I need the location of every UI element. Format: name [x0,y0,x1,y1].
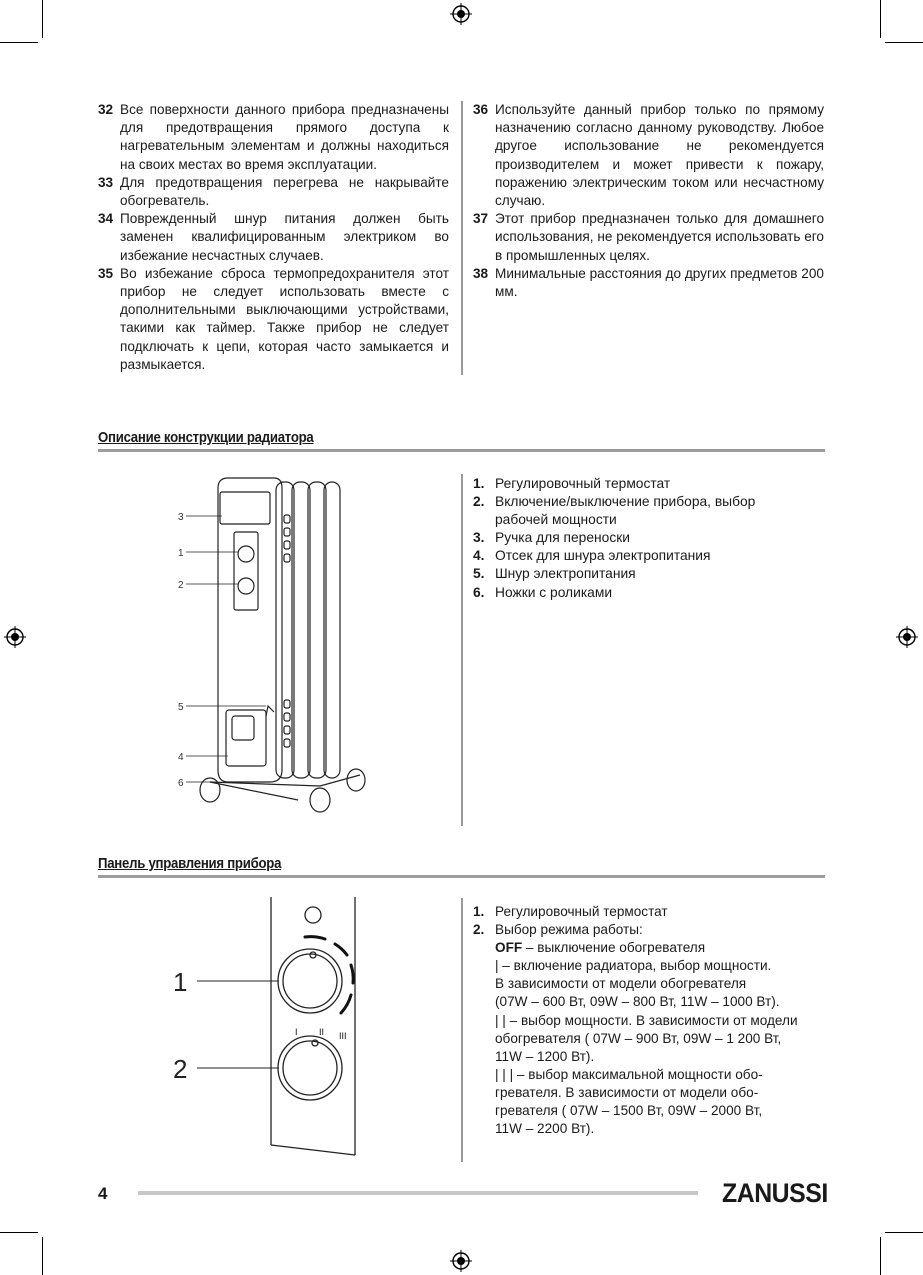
parts-list [473,475,803,602]
page-number: 4 [98,1184,108,1203]
list-item: 1. Регулировочный термостат [473,476,671,491]
callout-label: 3 [178,512,184,523]
crop-mark [880,1237,881,1275]
power-mark: III [339,1031,347,1041]
mode-line: | | | – выбор максимальной мощности обо- [495,1066,763,1082]
safety-list-right [473,101,824,301]
safety-item: 35 Во избежание сброса термопредохранителя этот прибор не следует использовать вместе с дополнительными выключающими устройствами, такими как таймер. Также прибор не следует подключать к цепи, которая часто замыкается и размыкается. [98,265,449,372]
crop-mark [42,1237,43,1275]
mode-line: обогревателя ( 07W – 900 Вт, 09W – 1 200 Вт, [495,1030,782,1046]
mode-off-line: OFF – выключение обогревателя [495,940,706,956]
section-rule [98,875,825,878]
callout-label: 2 [173,1054,188,1084]
safety-list-left [98,101,449,374]
callout-label: 2 [178,580,184,591]
safety-item: 34 Поврежденный шнур питания должен быть заменен квалифицированным электриком во избежание несчастных случаев. [98,211,449,263]
registration-mark-icon [4,626,26,648]
section-title-construction: Описание конструкции радиатора [98,429,314,446]
mode-line: | | – выбор мощности. В зависимости от модели [495,1012,798,1028]
registration-mark-icon [896,626,918,648]
column-divider [461,101,463,375]
callout-label: 5 [178,702,184,713]
crop-mark [880,0,881,38]
radiator-diagram [170,470,400,830]
section-title-control-panel: Панель управления прибора [98,855,282,872]
safety-item: 32 Все поверхности данного прибора предназначены для предотвращения прямого доступа к нагревательным элементам и должны находиться на своих местах во время эксплуатации. [98,102,449,172]
list-item: 5. Шнур электропитания [473,566,636,582]
crop-mark [0,1232,38,1233]
mode-line: гревателя ( 07W – 1500 Вт, 09W – 2000 Вт, [495,1103,763,1119]
section-rule [98,449,825,452]
control-description [473,903,833,1138]
mode-line: (07W – 600 Вт, 09W – 800 Вт, 11W – 1000 Вт). [495,994,780,1010]
list-item: 1. Регулировочный термостат [473,904,668,919]
mode-line: В зависимости от модели обогревателя [495,976,747,992]
callout-label: 1 [178,548,184,559]
registration-mark-icon [450,3,472,25]
mode-line: гревателя. В зависимости от модели обо- [495,1084,759,1100]
column-divider [461,898,463,1162]
list-item: 6. Ножки с роликами [473,584,613,600]
mode-line: 11W – 1200 Вт). [495,1048,595,1064]
safety-item: 37 Этот прибор предназначен только для домашнего использования, не рекомендуется использовать его в промышленных целях. [473,211,824,263]
mode-line: | – включение радиатора, выбор мощности. [495,958,772,974]
list-item: 4. Отсек для шнура электропитания [473,548,711,564]
safety-item: 36 Используйте данный прибор только по прямому назначению согласно данному руководству. Любое другое использование не рекомендуется производителем и может привести к пожару, поражению электрическим током или несчастному случаю. [473,102,824,209]
column-divider [461,474,463,826]
crop-mark [885,1232,923,1233]
crop-mark [42,0,43,38]
footer-rule [138,1191,698,1195]
safety-item: 38 Минимальные расстояния до других предметов 200 мм. [473,265,824,300]
callout-label: 4 [178,752,184,763]
list-item: 3. Ручка для переноски [473,530,630,546]
power-mark: II [319,1027,325,1037]
callout-label: 1 [173,967,188,997]
power-mark: I [295,1027,298,1037]
crop-mark [885,42,923,43]
crop-mark [0,42,38,43]
control-panel-diagram [165,893,370,1158]
callout-label: 6 [178,778,184,789]
registration-mark-icon [450,1250,472,1272]
brand-logo: ZANUSSI [722,1178,828,1208]
safety-item: 33 Для предотвращения перегрева не накрывайте обогреватель. [98,174,449,209]
list-item: 2. Включение/выключение прибора, выбор рабочей мощности [473,494,756,528]
list-item: 2. Выбор режима работы: [473,922,643,938]
mode-line: 11W – 2200 Вт). [495,1121,595,1137]
